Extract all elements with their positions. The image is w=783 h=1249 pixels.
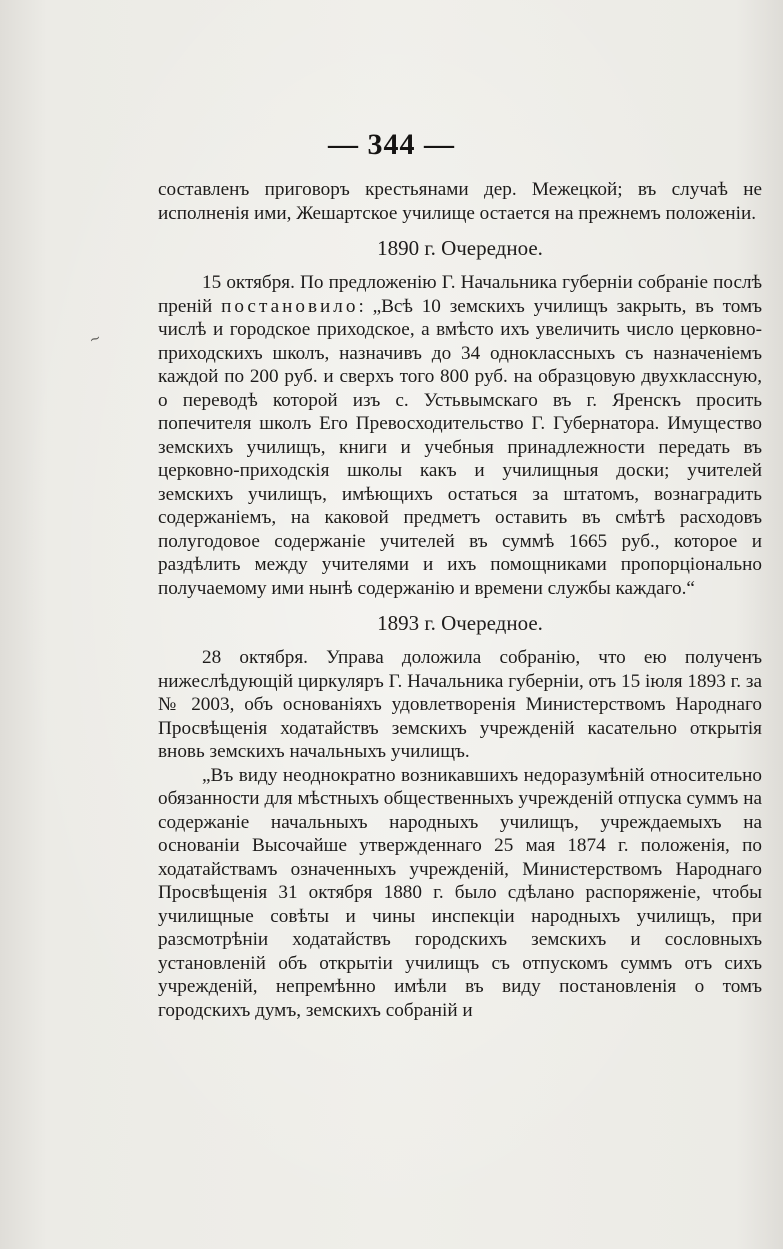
paragraph-1893-october: 28 октября. Управа доложила собранію, что ею полученъ нижеслѣдующій циркуляръ Г. Начальника губерніи, отъ 15 іюля 1893 г. за № 2003, объ основаніяхъ удовлетворенія Министерствомъ Народнаго Просвѣщенія ходатайствъ земскихъ учрежденій касательно открытія вновь земскихъ начальныхъ училищъ. (158, 647, 762, 762)
section-heading-1893: 1893 г. Очередное. (377, 611, 543, 635)
section-heading-1890: 1890 г. Очередное. (377, 236, 543, 260)
body-text (158, 178, 762, 1022)
page-number: — 344 — (328, 128, 455, 161)
paragraph-1890-text-a: 15 октября. По предложенію Г. Начальника губерніи собраніе послѣ преній (158, 272, 762, 317)
paragraph-1890-spaced-word: постановило (221, 295, 359, 317)
paragraph-circular-quote: „Въ виду неоднократно возникавшихъ недоразумѣній относительно обязанности для мѣстныхъ общественныхъ учрежденій отпуска суммъ на содержаніе начальныхъ народныхъ училищъ, учреждаемыхъ на основаніи Высочайше утвержденнаго 25 мая 1874 г. положенія, по ходатайствамъ означенныхъ учрежденій, Министерствомъ Народнаго Просвѣщенія 31 октября 1880 г. было сдѣлано распоряженіе, чтобы училищные совѣты и чины инспекціи народныхъ училищъ, при разсмотрѣніи ходатайствъ городскихъ земскихъ и сословныхъ установленій объ открытіи училищъ съ отпускомъ суммъ отъ сихъ учрежденій, непремѣнно имѣли въ виду постановленія о томъ городскихъ думъ, земскихъ собраній и (158, 764, 762, 1021)
margin-pencil-mark: ~ (86, 329, 104, 349)
paragraph-1890-text-c: : „Всѣ 10 земскихъ училищъ закрыть, въ томъ числѣ и городское приходское, а вмѣсто ихъ увеличить число церковно-приходскихъ школъ, назначивъ до 34 одноклассныхъ съ назначеніемъ каждой по 200 руб. и сверхъ того 800 руб. на образцовую двухклассную, о переводѣ которой изъ с. Устьвымскаго въ г. Яренскъ просить попечителя школъ Его Превосходительство Г. Губернатора. Имущество земскихъ училищъ, книги и учебныя принадлежности передать въ церковно-приходскія школы какъ и училищныя доски; учителей земскихъ училищъ, имѣющихъ остаться за штатомъ, вознаградить содержаніемъ, на каковой предметъ оставить въ смѣтѣ расходовъ полугодовое содержаніе учителей въ суммѣ 1665 руб., которое и раздѣлить между учителями и ихъ помощниками пропорціонально получаемому ими нынѣ содержанію и времени службы каждаго.“ (158, 295, 763, 599)
paragraph-continuation: составленъ приговоръ крестьянами дер. Межецкой; въ случаѣ не исполненія ими, Жешартское училище остается на прежнемъ положеніи. (158, 179, 762, 224)
paragraph-1890-october (158, 271, 762, 600)
